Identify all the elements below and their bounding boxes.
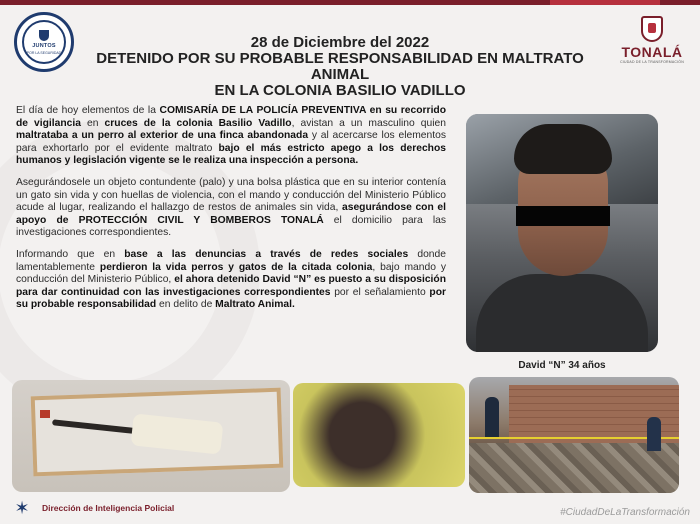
report-date: 28 de Diciembre del 2022 — [250, 34, 430, 51]
shield-icon — [39, 30, 49, 41]
suspect-caption: David “N” 34 años — [518, 360, 606, 371]
text-run: Asegurándosele un objeto contundente (palo) y una bolsa plástica que en su interior contenía un gato sin vida y con huellas de violencia, con el mando y conducción del Ministerio Público acude al lugar, realizando el hallazgo de restos de animales sin vida, — [16, 176, 446, 214]
evidence-photo-animal — [293, 383, 465, 487]
evidence-tag — [40, 410, 50, 418]
bold-text-run: cruces de la colonia Basilio Vadillo — [104, 117, 292, 129]
text-run: y al acercarse los elementos para exhortarlo por el evidente maltrato — [16, 130, 446, 154]
text-run: Informando que en — [16, 248, 125, 260]
suspect-shirt — [476, 274, 648, 352]
tonala-tagline: CIUDAD DE LA TRANSFORMACIÓN — [620, 60, 684, 64]
tonala-brand: TONALÁ — [621, 44, 683, 60]
censor-bar — [516, 206, 610, 226]
police-logo-sub: POR LA SEGURIDAD — [26, 50, 62, 55]
coat-of-arms-icon — [641, 16, 663, 42]
bold-text-run: el ahora detenido David “N” es puesto a su disposición para dar continuidad con las investigaciones correspondientes — [16, 274, 446, 298]
report-body — [16, 105, 446, 321]
suspect-photo — [466, 114, 658, 352]
page-header — [70, 35, 610, 99]
suspect-hair — [514, 124, 612, 174]
site-officer — [485, 397, 499, 437]
star-badge-icon: ✶ — [14, 498, 30, 518]
tonala-logo — [612, 16, 692, 64]
site-officer — [647, 417, 661, 451]
text-run: El día de hoy elementos de la — [16, 105, 160, 116]
bold-text-run: por su probable responsabilidad — [16, 286, 446, 311]
bold-text-run: COMISARÍA DE LA POLICÍA PREVENTIVA en su recorrido de vigilancia — [16, 105, 447, 129]
police-logo-word: JUNTOS — [32, 42, 56, 49]
report-title-line2: EN LA COLONIA BASILIO VADILLO — [214, 82, 466, 99]
police-logo — [14, 12, 74, 72]
evidence-photo-stick-bag — [12, 380, 290, 492]
footer-hashtag: #CiudadDeLaTransformación — [560, 507, 690, 518]
text-run: en delito de — [156, 299, 216, 311]
text-run: en — [81, 117, 105, 129]
bold-text-run: maltrataba a un perro al exterior de una finca abandonada — [16, 130, 309, 142]
footer-unit — [12, 498, 174, 518]
text-run: donde lamentablemente — [16, 248, 446, 273]
text-run: el domicilio para las investigaciones correspondientes. — [16, 214, 446, 239]
report-paragraph — [16, 105, 446, 168]
report-paragraph — [16, 249, 446, 312]
text-run: , bajo mando y conducción del Ministerio Público, — [16, 261, 447, 286]
top-bar-accent — [550, 0, 660, 5]
text-run: , avistan a un masculino quien — [291, 117, 446, 129]
bold-text-run: Maltrato Animal. — [215, 299, 295, 311]
police-logo-ring — [22, 20, 66, 64]
bold-text-run: asegurándose con el apoyo de PROTECCIÓN CIVIL Y BOMBEROS TONALÁ — [16, 202, 446, 226]
footer-unit-label: Dirección de Inteligencia Policial — [42, 503, 175, 513]
bold-text-run: base a las denuncias a través de redes sociales — [124, 248, 409, 260]
evidence-photo-site — [469, 377, 679, 493]
report-title-line1: DETENIDO POR SU PROBABLE RESPONSABILIDAD EN MALTRATO ANIMAL — [96, 50, 584, 83]
bold-text-run: bajo el más estricto apego a los derechos humanos y legislación vigente se le realiza una inspección a persona. — [16, 142, 446, 167]
report-paragraph — [16, 177, 446, 240]
bold-text-run: perdieron la vida perros y gatos de la citada colonia — [99, 261, 373, 273]
text-run: por el señalamiento — [330, 286, 430, 298]
